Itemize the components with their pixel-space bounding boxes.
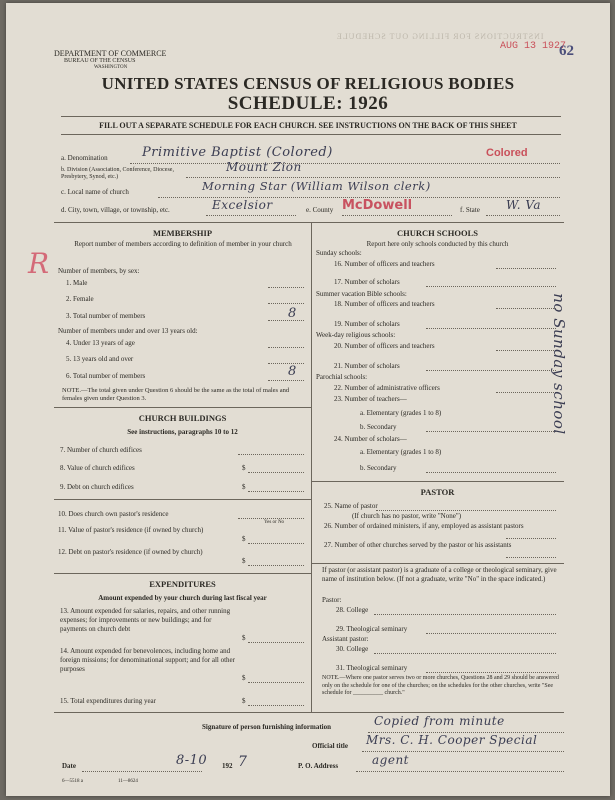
q14-benevolences: 14. Amount expended for benevolences, including home and foreign missions; for denominational support; and for all other purposes: [60, 647, 235, 673]
census-schedule-sheet: [6, 3, 610, 796]
official-title-value: Mrs. C. H. Cooper Special: [366, 733, 538, 747]
address-label: P. O. Address: [298, 762, 339, 770]
table-bottom-rule: [54, 712, 564, 713]
q11-dollar: $: [242, 535, 246, 543]
q13-dollar: $: [242, 634, 246, 642]
q4-under-13: 4. Under 13 years of age: [66, 339, 135, 347]
bureau-label: BUREAU OF THE CENSUS: [64, 58, 136, 64]
graduate-note: If pastor (or assistant pastor) is a graduate of a college or theological seminary, give name of institution below. (If not a graduate, write "No" in the space indicated.): [322, 566, 557, 583]
q31-line: [426, 672, 556, 673]
q6-line: [268, 380, 304, 381]
q24-scholars: 24. Number of scholars—: [334, 435, 407, 443]
q8-line: [248, 472, 304, 473]
q18-officers: 18. Number of officers and teachers: [334, 300, 435, 308]
q6-total: 6. Total number of members: [66, 372, 146, 380]
q23-teachers: 23. Number of teachers—: [334, 395, 407, 403]
q25-line: [376, 510, 556, 511]
q13-running-expenses: 13. Amount expended for salaries, repairs, and other running expenses; for improvements or new buildings; and for payments on church debt: [60, 607, 231, 633]
q1-line: [268, 287, 304, 288]
weekday-schools-label: Week-day religious schools:: [316, 331, 396, 339]
signature-label: Signature of person furnishing information: [202, 723, 331, 731]
year-prefix: 192: [222, 762, 233, 770]
q11-residence-value: 11. Value of pastor's residence (if owned by church): [58, 526, 204, 534]
age-heading: Number of members under and over 13 years old:: [58, 327, 198, 335]
official-title-label: Official title: [312, 742, 348, 750]
q19-scholars: 19. Number of scholars: [334, 320, 400, 328]
q27-other-churches: 27. Number of other churches served by the pastor or his assistants: [324, 541, 512, 549]
expenditures-rule: [54, 573, 311, 574]
q17-line: [426, 286, 556, 287]
q4-line: [268, 347, 304, 348]
q9-dollar: $: [242, 483, 246, 491]
schools-handwritten-note: no Sunday school: [550, 293, 568, 435]
membership-heading: MEMBERSHIP: [152, 228, 213, 238]
q3-total: 3. Total number of members: [66, 312, 146, 320]
q21-line: [426, 370, 556, 371]
q21-scholars: 21. Number of scholars: [334, 362, 400, 370]
membership-by-sex: Number of members, by sex:: [58, 267, 140, 275]
q14-line: [248, 682, 304, 683]
q9-line: [248, 491, 304, 492]
schedule-subtitle: SCHEDULE: 1926: [227, 93, 389, 114]
sunday-schools-label: Sunday schools:: [316, 249, 362, 257]
q2-line: [268, 303, 304, 304]
county-label: e. County: [306, 206, 334, 214]
q10-line: [238, 518, 304, 519]
department-label: DEPARTMENT OF COMMERCE: [54, 49, 167, 58]
header-rule: [61, 116, 561, 117]
address-line: [356, 771, 564, 772]
membership-intro: Report number of members according to definition of member in your church: [74, 240, 292, 248]
q25-hint: (If church has no pastor, write "None"): [352, 512, 462, 520]
q23b-line: [426, 431, 556, 432]
summer-schools-label: Summer vacation Bible schools:: [316, 290, 407, 298]
assistant-pastor-label: Assistant pastor:: [322, 635, 369, 643]
q11-line: [248, 543, 304, 544]
form-number: 6—5518 a: [62, 779, 83, 784]
q3-value: 8: [288, 306, 297, 321]
print-code: 11—8624: [118, 779, 138, 784]
q29-seminary: 29. Theological seminary: [336, 625, 408, 633]
q19-line: [426, 328, 556, 329]
q10-hint: Yes or No: [264, 520, 285, 525]
pastor-note: NOTE.—Where one pastor serves two or more churches, Questions 28 and 29 should be answered only on the schedule for one of the churches; on the schedules for the other churches, write "See schedule for __________ church.": [322, 675, 559, 696]
q27-line: [506, 557, 556, 558]
state-line: [486, 215, 560, 216]
q15-dollar: $: [242, 697, 246, 705]
q20-line: [496, 350, 556, 351]
county-line: [342, 215, 452, 216]
q5-line: [268, 363, 304, 364]
q28-line: [374, 614, 556, 615]
q30-college: 30. College: [336, 645, 369, 653]
q2-female: 2. Female: [66, 295, 94, 303]
q8-dollar: $: [242, 464, 246, 472]
q23a-elementary: a. Elementary (grades 1 to 8): [360, 409, 442, 417]
local-name-label: c. Local name of church: [61, 188, 129, 196]
city-field-label: d. City, town, village, or township, etc.: [61, 206, 170, 214]
q23b-secondary: b. Secondary: [360, 423, 397, 431]
column-divider: [311, 222, 312, 712]
q22-line: [496, 392, 556, 393]
division-value: Mount Zion: [226, 160, 302, 174]
q26-assistant-ministers: 26. Number of ordained ministers, if any, employed as assistant pastors: [324, 522, 524, 530]
date-value: 8-10: [176, 753, 208, 768]
q17-scholars: 17. Number of scholars: [334, 278, 400, 286]
margin-check-mark: R: [28, 247, 50, 280]
local-name-value: Morning Star (William Wilson clerk): [202, 179, 431, 193]
membership-note: NOTE.—The total given under Question 6 should be the same as the total of males and females given under Question 3.: [62, 387, 290, 402]
header-rule-2: [61, 134, 561, 135]
q9-debt-edifices: 9. Debt on church edifices: [60, 483, 134, 491]
pastor-rule: [311, 481, 564, 482]
q24a-elementary: a. Elementary (grades 1 to 8): [360, 448, 442, 456]
buildings-mid-rule: [54, 499, 311, 500]
q16-line: [496, 268, 556, 269]
address-value: agent: [372, 753, 409, 767]
buildings-heading: CHURCH BUILDINGS: [138, 413, 227, 423]
received-date-stamp: AUG 13 1927: [500, 41, 567, 52]
q10-owns-residence: 10. Does church own pastor's residence: [58, 510, 169, 518]
q1-male: 1. Male: [66, 279, 88, 287]
year-digit: 7: [238, 754, 248, 770]
expenditures-heading: EXPENDITURES: [149, 579, 216, 589]
division-label: b. Division (Association, Conference, Diocese, Presbytery, Synod, etc.): [61, 167, 174, 180]
form-number-stamp: 62: [559, 43, 574, 59]
parochial-schools-label: Parochial schools:: [316, 373, 368, 381]
q16-officers: 16. Number of officers and teachers: [334, 260, 435, 268]
q7-line: [238, 454, 304, 455]
q25-pastor-name: 25. Name of pastor: [324, 502, 378, 510]
pastor-heading: PASTOR: [420, 487, 455, 497]
q31-seminary: 31. Theological seminary: [336, 664, 408, 672]
q12-dollar: $: [242, 557, 246, 565]
q20-officers: 20. Number of officers and teachers: [334, 342, 435, 350]
schools-heading: CHURCH SCHOOLS: [397, 228, 478, 238]
pastor-label: Pastor:: [322, 596, 342, 604]
q3-line: [268, 320, 304, 321]
official-title-line: [362, 751, 564, 752]
date-label: Date: [62, 762, 76, 770]
pastor-mid-rule: [311, 563, 564, 564]
q7-edifices: 7. Number of church edifices: [60, 446, 142, 454]
denomination-label: a. Denomination: [61, 154, 108, 162]
state-value: W. Va: [506, 198, 542, 212]
city-label: WASHINGTON: [94, 65, 128, 70]
buildings-rule: [54, 407, 311, 408]
q12-residence-debt: 12. Debt on pastor's residence (if owned by church): [58, 548, 203, 556]
bleed-through-text: INSTRUCTIONS FOR FILLING OUT SCHEDULE: [336, 32, 544, 41]
q6-value: 8: [288, 364, 297, 379]
q24b-line: [426, 472, 556, 473]
date-line: [82, 771, 202, 772]
q12-line: [248, 565, 304, 566]
q14-dollar: $: [242, 674, 246, 682]
city-value: Excelsior: [212, 198, 273, 212]
denomination-value: Primitive Baptist (Colored): [142, 145, 333, 160]
colored-stamp: Colored: [486, 147, 528, 159]
county-stamp: McDowell: [342, 198, 413, 213]
q30-line: [374, 653, 556, 654]
q15-line: [248, 705, 304, 706]
q5-13-and-over: 5. 13 years old and over: [66, 355, 134, 363]
division-line: [186, 177, 560, 178]
page-title: UNITED STATES CENSUS OF RELIGIOUS BODIES: [101, 74, 515, 93]
q18-line: [496, 308, 556, 309]
q13-line: [248, 642, 304, 643]
signature-value: Copied from minute: [374, 714, 505, 728]
city-line: [206, 215, 296, 216]
q29-line: [426, 633, 556, 634]
instruction-line: FILL OUT A SEPARATE SCHEDULE FOR EACH CHURCH. SEE INSTRUCTIONS ON THE BACK OF THIS SHEET: [99, 121, 517, 130]
q24b-secondary: b. Secondary: [360, 464, 397, 472]
denomination-line: [130, 163, 560, 164]
q26-line: [506, 538, 556, 539]
buildings-sub: See instructions, paragraphs 10 to 12: [127, 428, 238, 436]
q8-value-edifices: 8. Value of church edifices: [60, 464, 135, 472]
schools-intro: Report here only schools conducted by this church: [366, 240, 509, 248]
expenditures-sub: Amount expended by your church during last fiscal year: [98, 594, 267, 602]
q28-college: 28. College: [336, 606, 369, 614]
state-label: f. State: [460, 206, 480, 214]
q22-admin-officers: 22. Number of administrative officers: [334, 384, 440, 392]
table-top-rule: [54, 222, 564, 223]
q15-total-expenditures: 15. Total expenditures during year: [60, 697, 156, 705]
